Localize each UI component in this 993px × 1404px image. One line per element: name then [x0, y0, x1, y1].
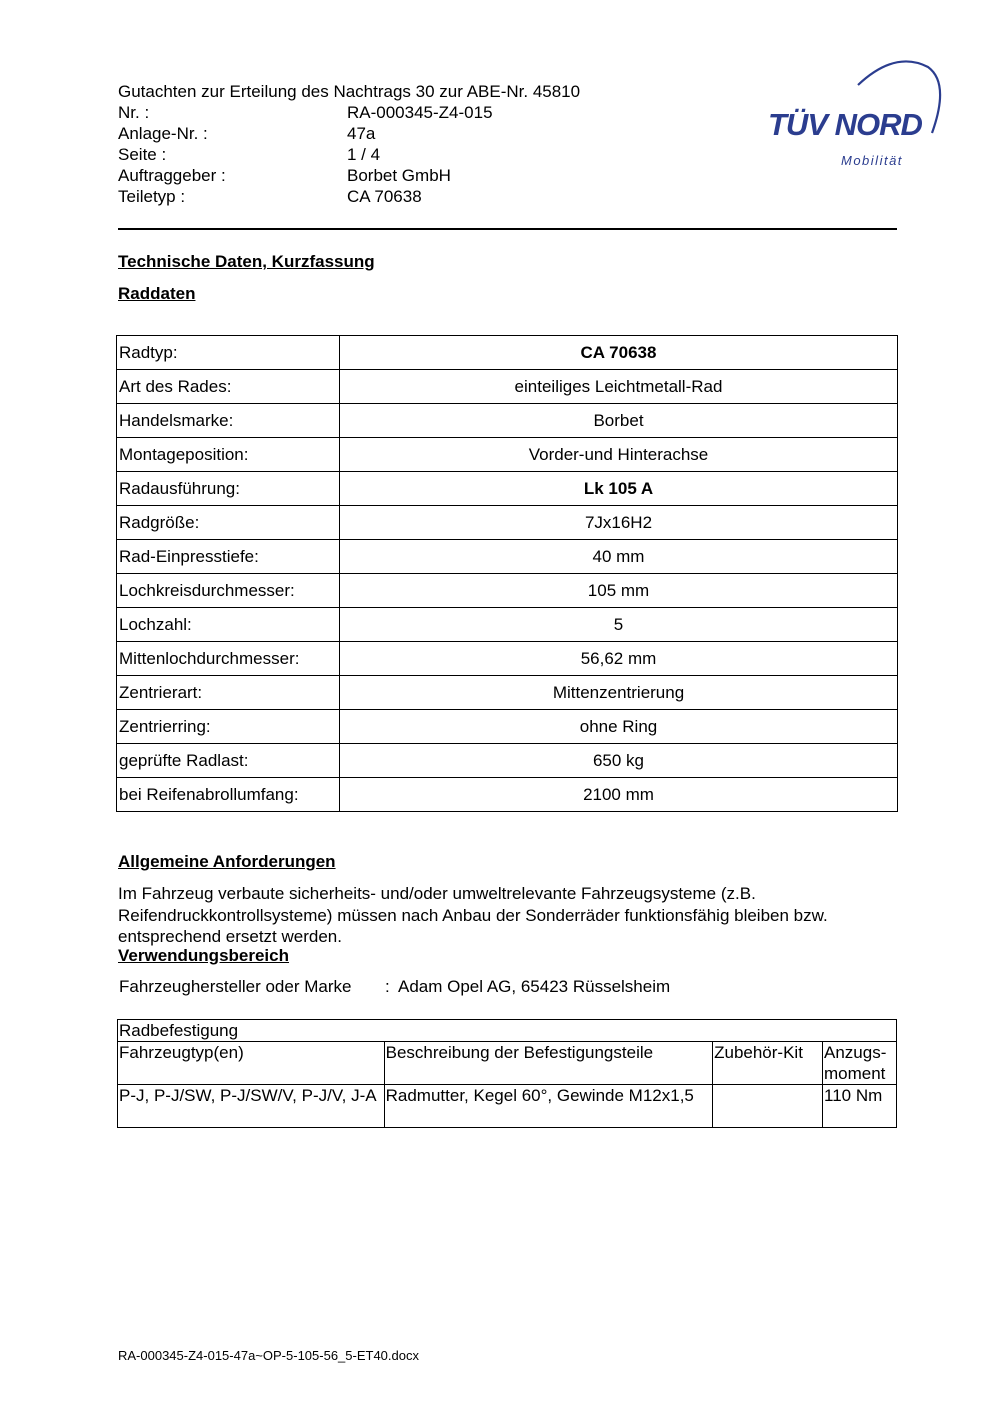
raddaten-label: geprüfte Radlast: [117, 744, 340, 778]
raddaten-value: 650 kg [340, 744, 898, 778]
meta-label: Nr. : [118, 103, 150, 122]
heading-technische-daten: Technische Daten, Kurzfassung [118, 252, 375, 271]
logo-subtitle: Mobilität [841, 153, 903, 168]
raddaten-row [117, 472, 898, 506]
verwendung-value: Adam Opel AG, 65423 Rüsselsheim [398, 977, 671, 996]
raddaten-label: Montageposition: [117, 438, 340, 472]
raddaten-value: 56,62 mm [340, 642, 898, 676]
data-cell [713, 1085, 823, 1128]
raddaten-label: Rad-Einpresstiefe: [117, 540, 340, 574]
meta-value: CA 70638 [347, 187, 422, 206]
meta-row-teiletyp [118, 186, 493, 207]
raddaten-value: 2100 mm [340, 778, 898, 812]
befestigung-title: Radbefestigung [118, 1020, 897, 1042]
raddaten-row [117, 744, 898, 778]
raddaten-label: Radtyp: [117, 336, 340, 370]
meta-row-seite [118, 144, 493, 165]
raddaten-label: Zentrierring: [117, 710, 340, 744]
tuev-nord-logo [760, 55, 945, 175]
raddaten-value: Borbet [340, 404, 898, 438]
meta-row-nr [118, 102, 493, 123]
meta-value: RA-000345-Z4-015 [347, 103, 493, 122]
meta-label: Auftraggeber : [118, 166, 226, 185]
verwendung-separator: : [385, 977, 390, 996]
header-meta [118, 102, 493, 207]
raddaten-row [117, 438, 898, 472]
raddaten-value: CA 70638 [340, 336, 898, 370]
data-cell: 110 Nm [823, 1085, 897, 1128]
raddaten-row [117, 642, 898, 676]
raddaten-value: ohne Ring [340, 710, 898, 744]
data-cell: Radmutter, Kegel 60°, Gewinde M12x1,5 [384, 1085, 712, 1128]
befestigung-header-row [118, 1042, 897, 1085]
raddaten-row [117, 506, 898, 540]
raddaten-row [117, 778, 898, 812]
verwendung-label: Fahrzeughersteller oder Marke [119, 977, 352, 996]
raddaten-label: Radgröße: [117, 506, 340, 540]
raddaten-label: Radausführung: [117, 472, 340, 506]
footer-filename: RA-000345-Z4-015-47a~OP-5-105-56_5-ET40.docx [118, 1348, 419, 1363]
raddaten-label: Mittenlochdurchmesser: [117, 642, 340, 676]
header-divider [118, 228, 897, 230]
raddaten-value: Vorder-und Hinterachse [340, 438, 898, 472]
meta-value: Borbet GmbH [347, 166, 451, 185]
document-title: Gutachten zur Erteilung des Nachtrags 30 zur ABE-Nr. 45810 [118, 82, 581, 101]
befestigung-data-row [118, 1085, 897, 1128]
raddaten-label: Lochkreisdurchmesser: [117, 574, 340, 608]
raddaten-row [117, 336, 898, 370]
raddaten-label: Art des Rades: [117, 370, 340, 404]
header-cell: Fahrzeugtyp(en) [118, 1042, 385, 1085]
raddaten-row [117, 404, 898, 438]
raddaten-row [117, 608, 898, 642]
befestigung-table [117, 1019, 897, 1128]
raddaten-value: 40 mm [340, 540, 898, 574]
header-cell: Zubehör-Kit [713, 1042, 823, 1085]
raddaten-value: Mittenzentrierung [340, 676, 898, 710]
raddaten-row [117, 370, 898, 404]
allgemeine-text: Im Fahrzeug verbaute sicherheits- und/oder umweltrelevante Fahrzeugsysteme (z.B. Reifendruckkontrollsysteme) müssen nach Anbau der Sonderräder funktionsfähig bleiben bzw. entsprechend ersetzt werden. [118, 884, 828, 946]
raddaten-row [117, 710, 898, 744]
heading-verwendungsbereich: Verwendungsbereich [118, 946, 289, 965]
raddaten-label: Lochzahl: [117, 608, 340, 642]
raddaten-value: 7Jx16H2 [340, 506, 898, 540]
meta-row-anlage [118, 123, 493, 144]
raddaten-label: bei Reifenabrollumfang: [117, 778, 340, 812]
raddaten-value: 105 mm [340, 574, 898, 608]
verwendung-row [119, 977, 670, 997]
meta-value: 1 / 4 [347, 145, 381, 164]
raddaten-value: Lk 105 A [340, 472, 898, 506]
raddaten-label: Zentrierart: [117, 676, 340, 710]
raddaten-value: 5 [340, 608, 898, 642]
logo-wordmark: TÜV NORD [768, 107, 922, 142]
header-cell: Beschreibung der Befestigungsteile [384, 1042, 712, 1085]
raddaten-row [117, 574, 898, 608]
raddaten-value: einteiliges Leichtmetall-Rad [340, 370, 898, 404]
meta-label: Seite : [118, 145, 167, 164]
meta-value: 47a [347, 124, 376, 143]
meta-row-auftraggeber [118, 165, 493, 186]
meta-label: Teiletyp : [118, 187, 186, 206]
befestigung-title-row [118, 1020, 897, 1042]
header-cell: Anzugs- moment [823, 1042, 897, 1085]
raddaten-table [116, 335, 898, 812]
raddaten-row [117, 676, 898, 710]
heading-raddaten: Raddaten [118, 284, 196, 303]
raddaten-label: Handelsmarke: [117, 404, 340, 438]
raddaten-row [117, 540, 898, 574]
heading-allgemeine-anforderungen: Allgemeine Anforderungen [118, 852, 336, 871]
meta-label: Anlage-Nr. : [118, 124, 208, 143]
data-cell: P-J, P-J/SW, P-J/SW/V, P-J/V, J-A [118, 1085, 385, 1128]
